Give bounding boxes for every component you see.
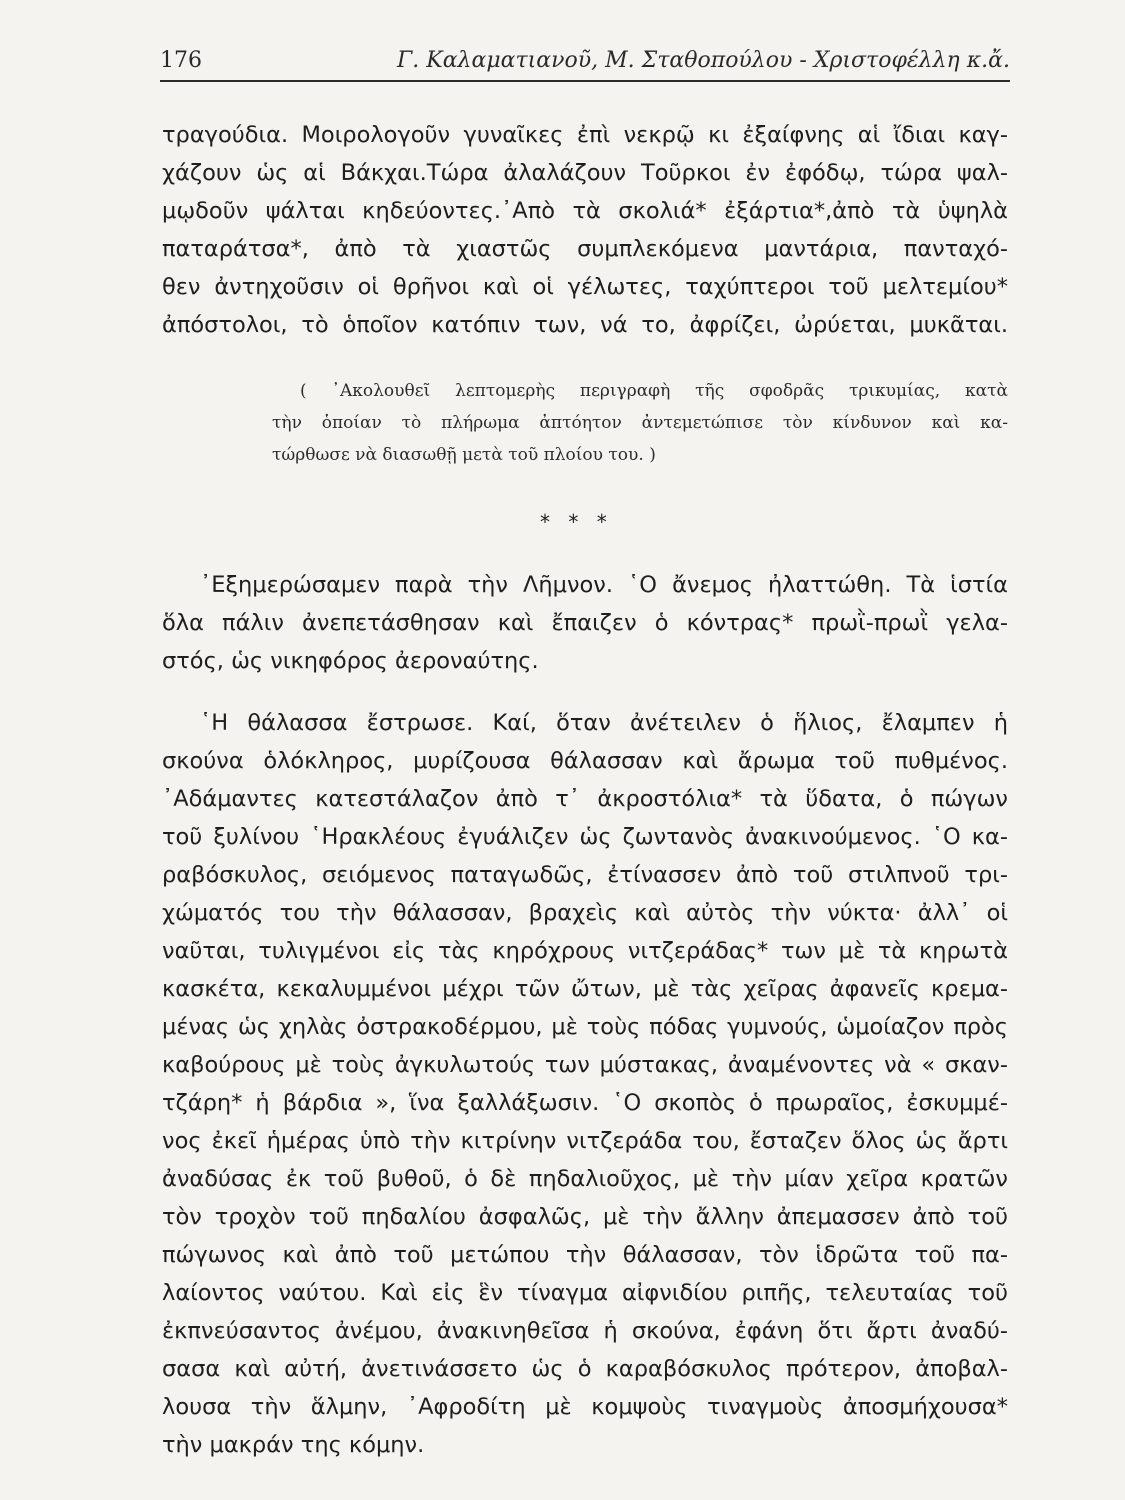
text-line: καβούρους μὲ τοὺς ἀγκυλωτούς των μύστακας, ἀναμένοντες νὰ « σκαν- [162, 1052, 1008, 1078]
text-line: λουσα τὴν ἅλμην, ᾿Αφροδίτη μὲ κομψοὺς τιναγμοὺς ἀποσμήχουσα* [162, 1394, 1008, 1420]
text-line: ἀπόστολοι, τὸ ὁποῖον κατόπιν των, νά το, ἀφρίζει, ὠρύεται, μυκᾶται. [162, 312, 1008, 338]
running-header [160, 44, 1010, 82]
text-line: κασκέτα, κεκαλυμμένοι μέχρι τῶν ὤτων, μὲ τὰς χεῖρας ἀφανεῖς κρεμα- [162, 976, 1008, 1002]
page-number: 176 [160, 48, 202, 73]
text-line: ἀναδύσας ἐκ τοῦ βυθοῦ, ὁ δὲ πηδαλιοῦχος, μὲ τὴν μίαν χεῖρα κρατῶν [162, 1166, 1008, 1192]
text-line: τζάρη* ἡ βάρδια », ἵνα ξαλλάξωσιν. ῾Ο σκοπὸς ὁ πρωραῖος, ἐσκυμμέ- [162, 1090, 1008, 1116]
running-title: Γ. Καλαματιανοῦ, Μ. Σταθοπούλου - Χριστοφέλλη κ.ἄ. [397, 48, 1010, 73]
text-line: τοῦ ξυλίνου ῾Ηρακλέους ἐγυάλιζεν ὡς ζωντανὸς ἀνακινούμενος. ῾Ο κα- [162, 824, 1008, 850]
text-line: ὅλα πάλιν ἀνεπετάσθησαν καὶ ἔπαιζεν ὁ κόντρας* πρωῒ-πρωῒ γελα- [162, 610, 1008, 636]
text-line: ῾Η θάλασσα ἔστρωσε. Καί, ὅταν ἀνέτειλεν ὁ ἥλιος, ἔλαμπεν ἡ [200, 710, 1008, 736]
text-line: τραγούδια. Μοιρολογοῦν γυναῖκες ἐπὶ νεκρῷ κι ἐξαίφνης αἱ ἴδιαι καγ- [162, 122, 1008, 148]
text-line: ᾿Αδάμαντες κατεστάλαζον ἀπὸ τ᾿ ἀκροστόλια* τὰ ὕδατα, ὁ πώγων [162, 786, 1008, 812]
text-line: χάζουν ὡς αἱ Βάκχαι.Τώρα ἀλαλάζουν Τοῦρκοι ἐν ἐφόδῳ, τώρα ψαλ- [162, 160, 1008, 186]
note-line: ( ᾿Ακολουθεῖ λεπτομερὴς περιγραφὴ τῆς σφοδρᾶς τρικυμίας, κατὰ [300, 381, 1008, 401]
text-line: στός, ὡς νικηφόρος ἀεροναύτης. [162, 648, 539, 674]
text-line: θεν ἀντηχοῦσιν οἱ θρῆνοι καὶ οἱ γέλωτες, ταχύπτεροι τοῦ μελτεμίου* [162, 274, 1008, 300]
section-separator: * * * [540, 510, 613, 534]
text-line: μῳδοῦν ψάλται κηδεύοντες.᾿Απὸ τὰ σκολιά* ἐξάρτια*,ἀπὸ τὰ ὑψηλὰ [162, 198, 1008, 224]
text-line: ἐκπνεύσαντος ἀνέμου, ἀνακινηθεῖσα ἡ σκούνα, ἐφάνη ὅτι ἄρτι ἀναδύ- [162, 1318, 1008, 1344]
text-line: ραβόσκυλος, σειόμενος παταγωδῶς, ἐτίνασσεν ἀπὸ τοῦ στιλπνοῦ τρι- [162, 862, 1008, 888]
text-line: ᾿Εξημερώσαμεν παρὰ τὴν Λῆμνον. ῾Ο ἄνεμος ἠλαττώθη. Τὰ ἱστία [200, 572, 1008, 598]
text-line: σκούνα ὁλόκληρος, μυρίζουσα θάλασσαν καὶ ἄρωμα τοῦ πυθμένος. [162, 748, 1008, 774]
text-line: ναῦται, τυλιγμένοι εἰς τὰς κηρόχρους νιτζεράδας* των μὲ τὰ κηρωτὰ [162, 938, 1008, 964]
text-line: τὸν τροχὸν τοῦ πηδαλίου ἀσφαλῶς, μὲ τὴν ἄλλην ἀπεμασσεν ἀπὸ τοῦ [162, 1204, 1008, 1230]
text-line: πώγωνος καὶ ἀπὸ τοῦ μετώπου τὴν θάλασσαν, τὸν ἱδρῶτα τοῦ πα- [162, 1242, 1008, 1268]
text-line: σασα καὶ αὐτή, ἀνετινάσσετο ὡς ὁ καραβόσκυλος πρότερον, ἀποβαλ- [162, 1356, 1008, 1382]
text-line: παταράτσα*, ἀπὸ τὰ χιαστῶς συμπλεκόμενα μαντάρια, πανταχό- [162, 236, 1008, 262]
text-line: λαίοντος ναύτου. Καὶ εἰς ἓν τίναγμα αἰφνιδίου ριπῆς, τελευταίας τοῦ [162, 1280, 1008, 1306]
text-line: μένας ὡς χηλὰς ὀστρακοδέρμου, μὲ τοὺς πόδας γυμνούς, ὡμοίαζον πρὸς [162, 1014, 1008, 1040]
text-line: νος ἐκεῖ ἡμέρας ὑπὸ τὴν κιτρίνην νιτζεράδα του, ἔσταζεν ὅλος ὡς ἄρτι [162, 1128, 1008, 1154]
text-line: χώματός του τὴν θάλασσαν, βραχεὶς καὶ αὐτὸς τὴν νύκτα· ἀλλ᾿ οἱ [162, 900, 1008, 926]
note-line: τὴν ὁποίαν τὸ πλήρωμα ἀπτόητον ἀντεμετώπισε τὸν κίνδυνον καὶ κα- [272, 413, 1008, 433]
text-line: τὴν μακράν της κόμην. [162, 1432, 425, 1458]
note-line: τώρθωσε νὰ διασωθῇ μετὰ τοῦ πλοίου του. ) [272, 445, 656, 465]
